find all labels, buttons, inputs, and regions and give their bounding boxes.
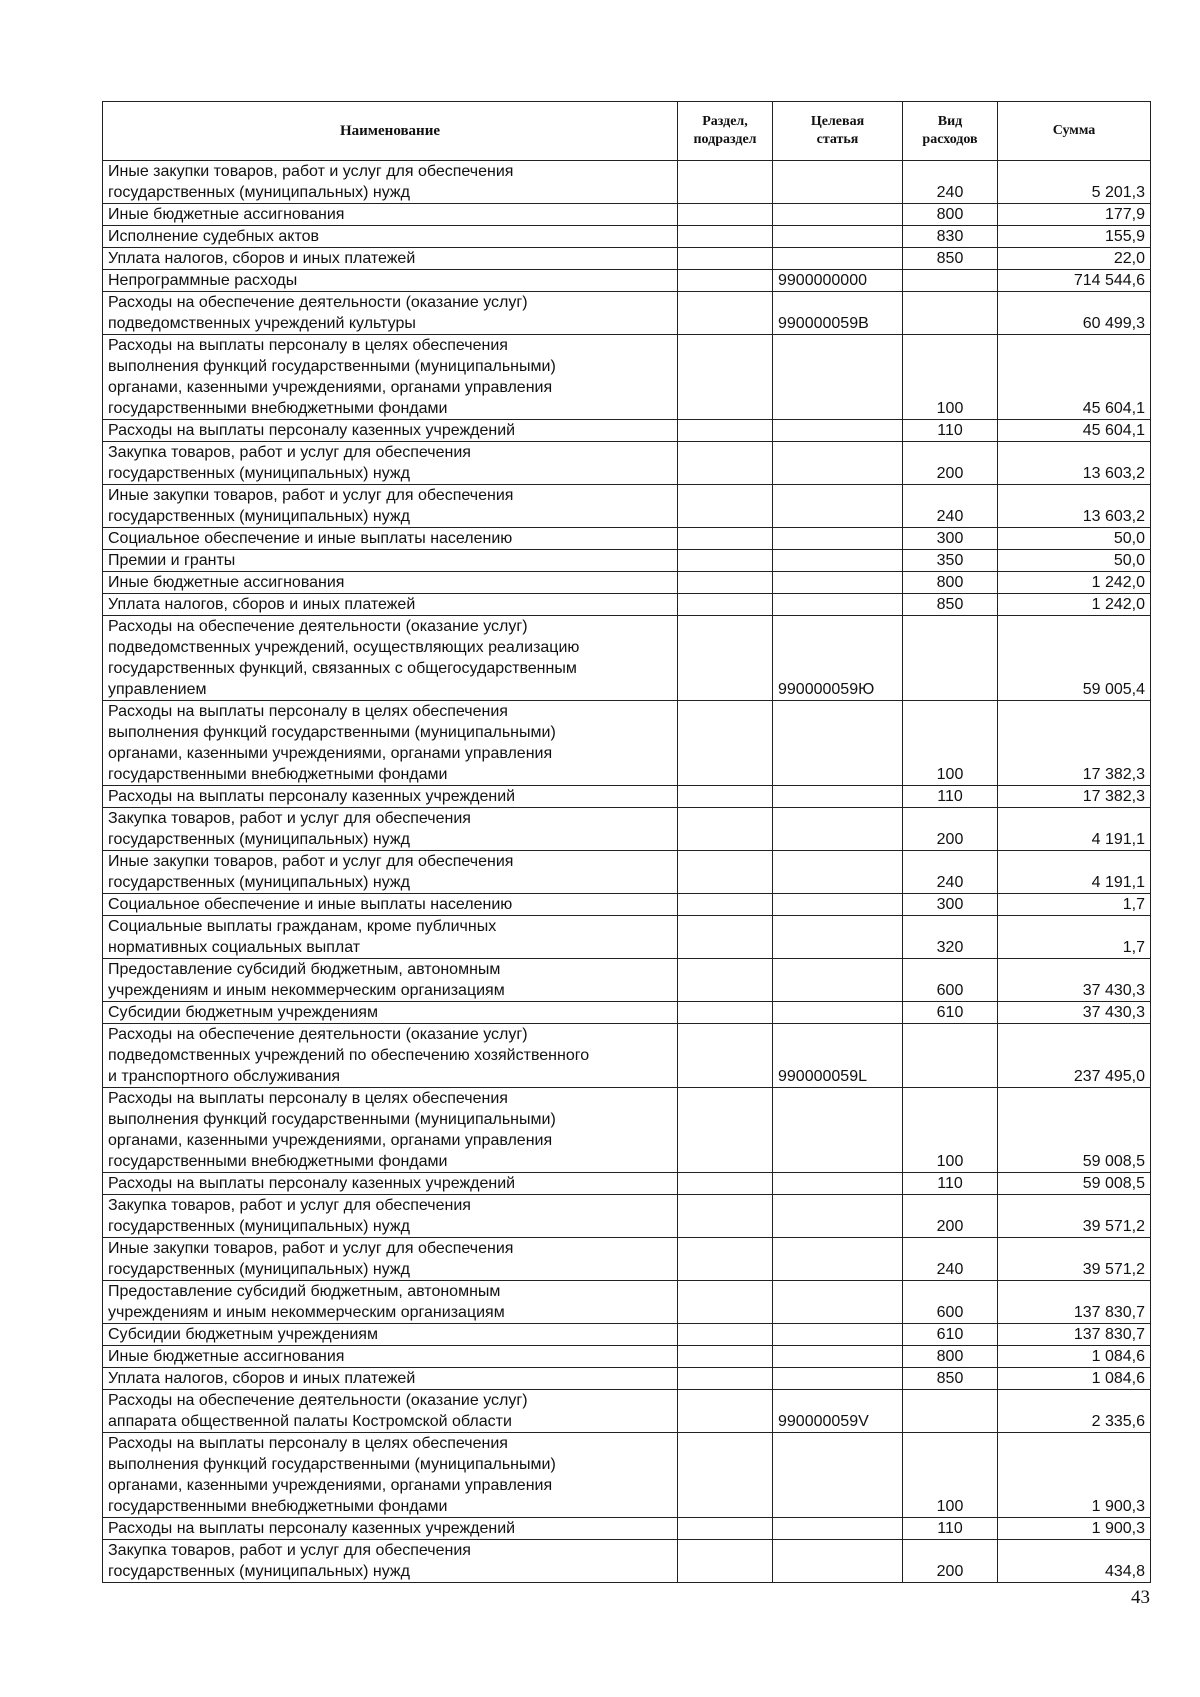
cell-kind: 100: [903, 701, 998, 786]
cell-section: [678, 1433, 773, 1518]
cell-sum: 1,7: [998, 916, 1151, 959]
cell-target: 990000059В: [773, 292, 903, 335]
cell-target: [773, 959, 903, 1002]
cell-sum: 37 430,3: [998, 1002, 1151, 1024]
table-row: [103, 1238, 1151, 1281]
cell-sum: 17 382,3: [998, 701, 1151, 786]
cell-kind: [903, 1024, 998, 1088]
cell-section: [678, 916, 773, 959]
cell-sum: 155,9: [998, 226, 1151, 248]
cell-kind: 240: [903, 1238, 998, 1281]
cell-kind: 300: [903, 528, 998, 550]
cell-kind: 600: [903, 1281, 998, 1324]
cell-sum: 17 382,3: [998, 786, 1151, 808]
cell-target: [773, 1088, 903, 1173]
cell-kind: 350: [903, 550, 998, 572]
cell-target: [773, 1281, 903, 1324]
cell-sum: 13 603,2: [998, 485, 1151, 528]
table-body: [103, 161, 1151, 1583]
cell-section: [678, 550, 773, 572]
cell-name: Расходы на обеспечение деятельности (оказание услуг) подведомственных учреждений, осуществляющих реализацию государственных функций, связанных с общегосударственным управлением: [103, 616, 678, 701]
table-row: [103, 226, 1151, 248]
table-row: [103, 270, 1151, 292]
cell-section: [678, 1390, 773, 1433]
cell-target: 990000059V: [773, 1390, 903, 1433]
cell-name: Расходы на выплаты персоналу казенных учреждений: [103, 1173, 678, 1195]
header-section: Раздел, подраздел: [678, 102, 773, 161]
cell-name: Социальное обеспечение и иные выплаты населению: [103, 528, 678, 550]
table-row: [103, 616, 1151, 701]
cell-name: Расходы на обеспечение деятельности (оказание услуг) аппарата общественной палаты Костромской области: [103, 1390, 678, 1433]
cell-sum: 2 335,6: [998, 1390, 1151, 1433]
cell-name: Премии и гранты: [103, 550, 678, 572]
cell-sum: 60 499,3: [998, 292, 1151, 335]
table-row: [103, 248, 1151, 270]
table-row: [103, 442, 1151, 485]
cell-target: [773, 1238, 903, 1281]
cell-section: [678, 572, 773, 594]
table-row: [103, 528, 1151, 550]
cell-target: [773, 851, 903, 894]
budget-table: [102, 101, 1151, 1583]
cell-section: [678, 161, 773, 204]
table-row: [103, 916, 1151, 959]
cell-name: Расходы на выплаты персоналу в целях обеспечения выполнения функций государственными (муниципальными) органами, казенными учреждениями, органами управления государственными внебюджетными фондами: [103, 1433, 678, 1518]
cell-section: [678, 1238, 773, 1281]
table-row: [103, 1368, 1151, 1390]
header-target: Целевая статья: [773, 102, 903, 161]
cell-section: [678, 616, 773, 701]
cell-kind: 100: [903, 1088, 998, 1173]
cell-section: [678, 1518, 773, 1540]
cell-sum: 1 900,3: [998, 1433, 1151, 1518]
cell-kind: 240: [903, 161, 998, 204]
cell-name: Расходы на выплаты персоналу казенных учреждений: [103, 1518, 678, 1540]
cell-name: Расходы на обеспечение деятельности (оказание услуг) подведомственных учреждений по обеспечению хозяйственного и транспортного обслуживания: [103, 1024, 678, 1088]
cell-kind: 200: [903, 442, 998, 485]
cell-section: [678, 1346, 773, 1368]
cell-sum: 714 544,6: [998, 270, 1151, 292]
cell-name: Субсидии бюджетным учреждениям: [103, 1324, 678, 1346]
table-row: [103, 485, 1151, 528]
cell-sum: 1 900,3: [998, 1518, 1151, 1540]
cell-sum: 22,0: [998, 248, 1151, 270]
cell-kind: 850: [903, 594, 998, 616]
cell-section: [678, 1002, 773, 1024]
table-row: [103, 572, 1151, 594]
cell-target: [773, 550, 903, 572]
cell-name: Закупка товаров, работ и услуг для обеспечения государственных (муниципальных) нужд: [103, 1540, 678, 1583]
cell-section: [678, 442, 773, 485]
cell-kind: 320: [903, 916, 998, 959]
cell-kind: 110: [903, 1518, 998, 1540]
header-row: [103, 102, 1151, 161]
cell-kind: 110: [903, 420, 998, 442]
cell-sum: 237 495,0: [998, 1024, 1151, 1088]
table-row: [103, 1002, 1151, 1024]
cell-kind: 240: [903, 485, 998, 528]
header-kind: Вид расходов: [903, 102, 998, 161]
cell-kind: 830: [903, 226, 998, 248]
cell-target: [773, 1433, 903, 1518]
cell-target: [773, 420, 903, 442]
cell-sum: 59 008,5: [998, 1088, 1151, 1173]
cell-section: [678, 1368, 773, 1390]
cell-kind: 800: [903, 572, 998, 594]
cell-kind: 800: [903, 204, 998, 226]
cell-target: [773, 485, 903, 528]
cell-target: [773, 1195, 903, 1238]
cell-kind: 110: [903, 786, 998, 808]
cell-section: [678, 528, 773, 550]
cell-sum: 39 571,2: [998, 1238, 1151, 1281]
table-row: [103, 1540, 1151, 1583]
cell-name: Закупка товаров, работ и услуг для обеспечения государственных (муниципальных) нужд: [103, 808, 678, 851]
cell-sum: 1 242,0: [998, 572, 1151, 594]
cell-kind: 850: [903, 248, 998, 270]
cell-name: Расходы на выплаты персоналу в целях обеспечения выполнения функций государственными (муниципальными) органами, казенными учреждениями, органами управления государственными внебюджетными фондами: [103, 1088, 678, 1173]
table-row: [103, 851, 1151, 894]
cell-target: [773, 161, 903, 204]
cell-name: Уплата налогов, сборов и иных платежей: [103, 594, 678, 616]
cell-section: [678, 1540, 773, 1583]
table-row: [103, 420, 1151, 442]
cell-sum: 37 430,3: [998, 959, 1151, 1002]
cell-section: [678, 1195, 773, 1238]
cell-name: Иные бюджетные ассигнования: [103, 1346, 678, 1368]
cell-kind: 300: [903, 894, 998, 916]
cell-name: Социальное обеспечение и иные выплаты населению: [103, 894, 678, 916]
cell-kind: [903, 292, 998, 335]
cell-target: [773, 572, 903, 594]
cell-kind: 200: [903, 1195, 998, 1238]
cell-section: [678, 701, 773, 786]
cell-name: Иные закупки товаров, работ и услуг для обеспечения государственных (муниципальных) нужд: [103, 161, 678, 204]
cell-section: [678, 959, 773, 1002]
cell-sum: 137 830,7: [998, 1324, 1151, 1346]
cell-target: [773, 248, 903, 270]
cell-target: [773, 1173, 903, 1195]
cell-name: Расходы на выплаты персоналу казенных учреждений: [103, 420, 678, 442]
cell-target: 990000059Ю: [773, 616, 903, 701]
table-row: [103, 1346, 1151, 1368]
cell-name: Уплата налогов, сборов и иных платежей: [103, 1368, 678, 1390]
cell-target: [773, 1002, 903, 1024]
cell-kind: [903, 270, 998, 292]
cell-section: [678, 1173, 773, 1195]
cell-target: [773, 1540, 903, 1583]
cell-target: [773, 335, 903, 420]
table-row: [103, 1088, 1151, 1173]
cell-name: Иные закупки товаров, работ и услуг для обеспечения государственных (муниципальных) нужд: [103, 1238, 678, 1281]
cell-name: Закупка товаров, работ и услуг для обеспечения государственных (муниципальных) нужд: [103, 1195, 678, 1238]
cell-sum: 45 604,1: [998, 335, 1151, 420]
cell-sum: 13 603,2: [998, 442, 1151, 485]
cell-sum: 137 830,7: [998, 1281, 1151, 1324]
cell-kind: 850: [903, 1368, 998, 1390]
table-row: [103, 959, 1151, 1002]
cell-sum: 1 084,6: [998, 1346, 1151, 1368]
cell-sum: 1,7: [998, 894, 1151, 916]
cell-section: [678, 894, 773, 916]
cell-section: [678, 248, 773, 270]
cell-sum: 1 084,6: [998, 1368, 1151, 1390]
page-number: 43: [1131, 1587, 1150, 1608]
cell-section: [678, 204, 773, 226]
cell-kind: 800: [903, 1346, 998, 1368]
cell-section: [678, 270, 773, 292]
cell-name: Иные бюджетные ассигнования: [103, 572, 678, 594]
cell-sum: 50,0: [998, 528, 1151, 550]
table-row: [103, 161, 1151, 204]
cell-target: [773, 1324, 903, 1346]
cell-name: Иные закупки товаров, работ и услуг для обеспечения государственных (муниципальных) нужд: [103, 851, 678, 894]
cell-sum: 4 191,1: [998, 808, 1151, 851]
table-row: [103, 808, 1151, 851]
cell-sum: 177,9: [998, 204, 1151, 226]
cell-name: Иные бюджетные ассигнования: [103, 204, 678, 226]
cell-section: [678, 292, 773, 335]
cell-target: [773, 916, 903, 959]
cell-kind: 100: [903, 1433, 998, 1518]
table-row: [103, 594, 1151, 616]
table-row: [103, 1024, 1151, 1088]
cell-sum: 59 005,4: [998, 616, 1151, 701]
cell-section: [678, 808, 773, 851]
cell-section: [678, 594, 773, 616]
cell-kind: 610: [903, 1324, 998, 1346]
cell-name: Уплата налогов, сборов и иных платежей: [103, 248, 678, 270]
cell-target: [773, 894, 903, 916]
cell-section: [678, 420, 773, 442]
cell-sum: 434,8: [998, 1540, 1151, 1583]
cell-name: Закупка товаров, работ и услуг для обеспечения государственных (муниципальных) нужд: [103, 442, 678, 485]
cell-target: 990000059L: [773, 1024, 903, 1088]
table-row: [103, 335, 1151, 420]
table-row: [103, 701, 1151, 786]
cell-target: [773, 1368, 903, 1390]
cell-name: Расходы на обеспечение деятельности (оказание услуг) подведомственных учреждений культуры: [103, 292, 678, 335]
cell-section: [678, 1281, 773, 1324]
cell-section: [678, 1024, 773, 1088]
cell-sum: 4 191,1: [998, 851, 1151, 894]
table-header: [103, 102, 1151, 161]
cell-name: Предоставление субсидий бюджетным, автономным учреждениям и иным некоммерческим организациям: [103, 1281, 678, 1324]
cell-target: [773, 701, 903, 786]
cell-kind: 240: [903, 851, 998, 894]
table-row: [103, 1390, 1151, 1433]
cell-target: [773, 786, 903, 808]
cell-sum: 45 604,1: [998, 420, 1151, 442]
cell-sum: 50,0: [998, 550, 1151, 572]
cell-target: [773, 226, 903, 248]
table-row: [103, 1518, 1151, 1540]
table-row: [103, 204, 1151, 226]
cell-kind: [903, 616, 998, 701]
cell-sum: 5 201,3: [998, 161, 1151, 204]
table-row: [103, 292, 1151, 335]
table-row: [103, 1173, 1151, 1195]
table-row: [103, 550, 1151, 572]
table-row: [103, 1433, 1151, 1518]
header-sum: Сумма: [998, 102, 1151, 161]
cell-name: Расходы на выплаты персоналу казенных учреждений: [103, 786, 678, 808]
cell-target: [773, 204, 903, 226]
cell-name: Расходы на выплаты персоналу в целях обеспечения выполнения функций государственными (муниципальными) органами, казенными учреждениями, органами управления государственными внебюджетными фондами: [103, 701, 678, 786]
cell-kind: 200: [903, 808, 998, 851]
cell-section: [678, 1324, 773, 1346]
table-row: [103, 1324, 1151, 1346]
cell-kind: 610: [903, 1002, 998, 1024]
cell-section: [678, 1088, 773, 1173]
cell-name: Социальные выплаты гражданам, кроме публичных нормативных социальных выплат: [103, 916, 678, 959]
cell-sum: 39 571,2: [998, 1195, 1151, 1238]
cell-target: [773, 1518, 903, 1540]
cell-target: [773, 1346, 903, 1368]
cell-name: Иные закупки товаров, работ и услуг для обеспечения государственных (муниципальных) нужд: [103, 485, 678, 528]
cell-sum: 59 008,5: [998, 1173, 1151, 1195]
table-row: [103, 1281, 1151, 1324]
cell-section: [678, 335, 773, 420]
table-row: [103, 786, 1151, 808]
cell-kind: 200: [903, 1540, 998, 1583]
cell-target: [773, 528, 903, 550]
cell-name: Непрограммные расходы: [103, 270, 678, 292]
table-row: [103, 1195, 1151, 1238]
cell-kind: 100: [903, 335, 998, 420]
cell-target: [773, 442, 903, 485]
cell-kind: [903, 1390, 998, 1433]
cell-section: [678, 786, 773, 808]
cell-kind: 600: [903, 959, 998, 1002]
cell-section: [678, 851, 773, 894]
header-name: Наименование: [103, 102, 678, 161]
cell-kind: 110: [903, 1173, 998, 1195]
cell-target: [773, 808, 903, 851]
cell-name: Предоставление субсидий бюджетным, автономным учреждениям и иным некоммерческим организациям: [103, 959, 678, 1002]
table-row: [103, 894, 1151, 916]
cell-sum: 1 242,0: [998, 594, 1151, 616]
cell-name: Расходы на выплаты персоналу в целях обеспечения выполнения функций государственными (муниципальными) органами, казенными учреждениями, органами управления государственными внебюджетными фондами: [103, 335, 678, 420]
cell-section: [678, 226, 773, 248]
cell-target: 9900000000: [773, 270, 903, 292]
cell-section: [678, 485, 773, 528]
cell-name: Исполнение судебных актов: [103, 226, 678, 248]
cell-name: Субсидии бюджетным учреждениям: [103, 1002, 678, 1024]
cell-target: [773, 594, 903, 616]
